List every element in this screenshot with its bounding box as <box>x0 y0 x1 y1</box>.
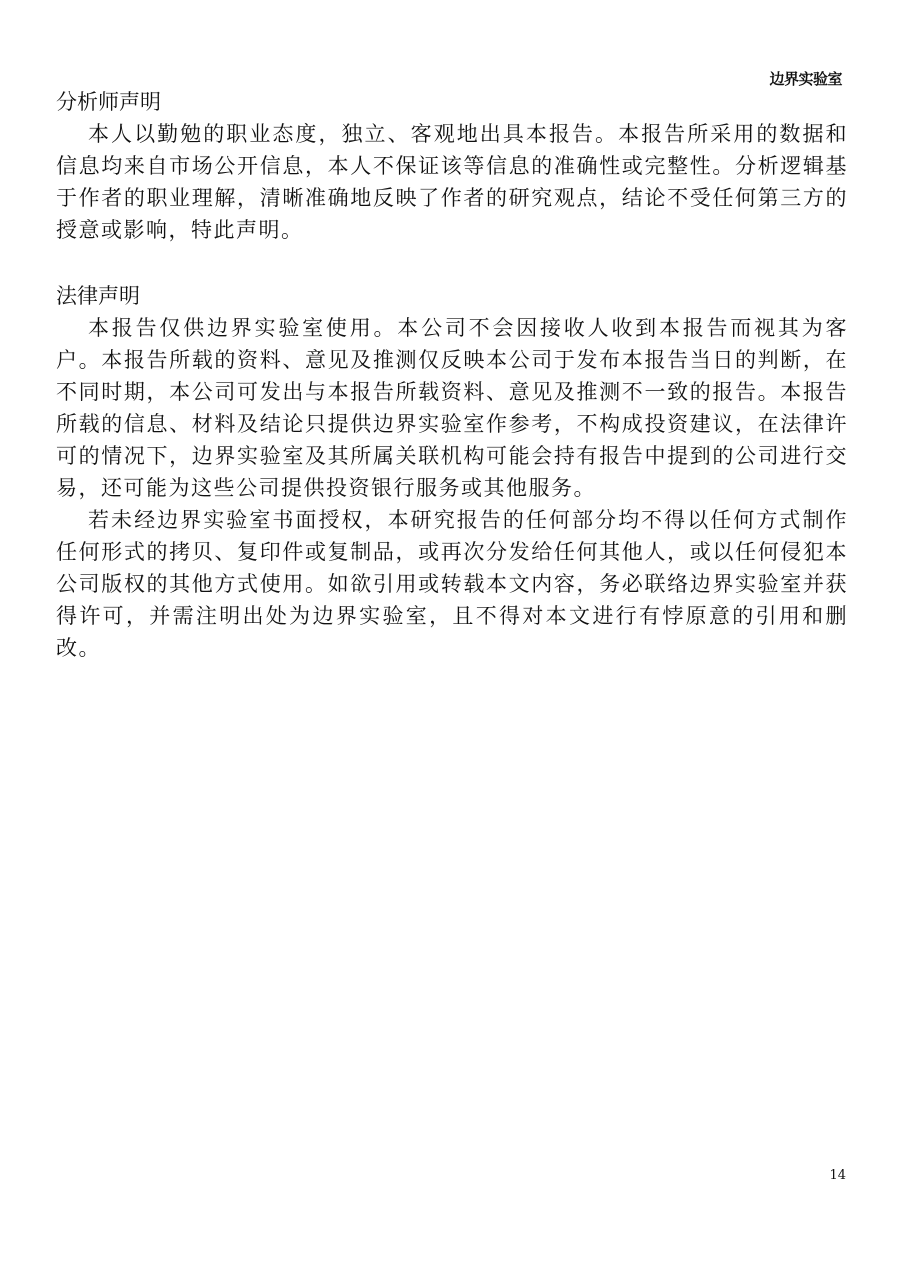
legal-statement-title: 法律声明 <box>56 284 140 308</box>
brand-logo: 边界实验室 <box>769 70 842 88</box>
legal-statement-paragraph-2: 若未经边界实验室书面授权，本研究报告的任何部分均不得以任何方式制作任何形式的拷贝、复印件或复制品，或再次分发给任何其他人，或以任何侵犯本公司版权的其他方式使用。如欲引用或转载本文内容，务必联络边界实验室并获得许可，并需注明出处为边界实验室，且不得对本文进行有悖原意的引用和删改。 <box>56 508 848 660</box>
legal-statement-paragraph-1: 本报告仅供边界实验室使用。本公司不会因接收人收到本报告而视其为客户。本报告所载的资料、意见及推测仅反映本公司于发布本报告当日的判断，在不同时期，本公司可发出与本报告所载资料、意见及推测不一致的报告。本报告所载的信息、材料及结论只提供边界实验室作参考，不构成投资建议，在法律许可的情况下，边界实验室及其所属关联机构可能会持有报告中提到的公司进行交易，还可能为这些公司提供投资银行服务或其他服务。 <box>56 316 848 500</box>
analyst-statement-title: 分析师声明 <box>56 90 161 114</box>
section-spacer <box>56 246 848 280</box>
page-number: 14 <box>829 1168 846 1183</box>
document-body <box>56 86 848 664</box>
analyst-statement-paragraph: 本人以勤勉的职业态度，独立、客观地出具本报告。本报告所采用的数据和信息均来自市场公开信息，本人不保证该等信息的准确性或完整性。分析逻辑基于作者的职业理解，清晰准确地反映了作者的研究观点，结论不受任何第三方的授意或影响，特此声明。 <box>56 122 848 242</box>
